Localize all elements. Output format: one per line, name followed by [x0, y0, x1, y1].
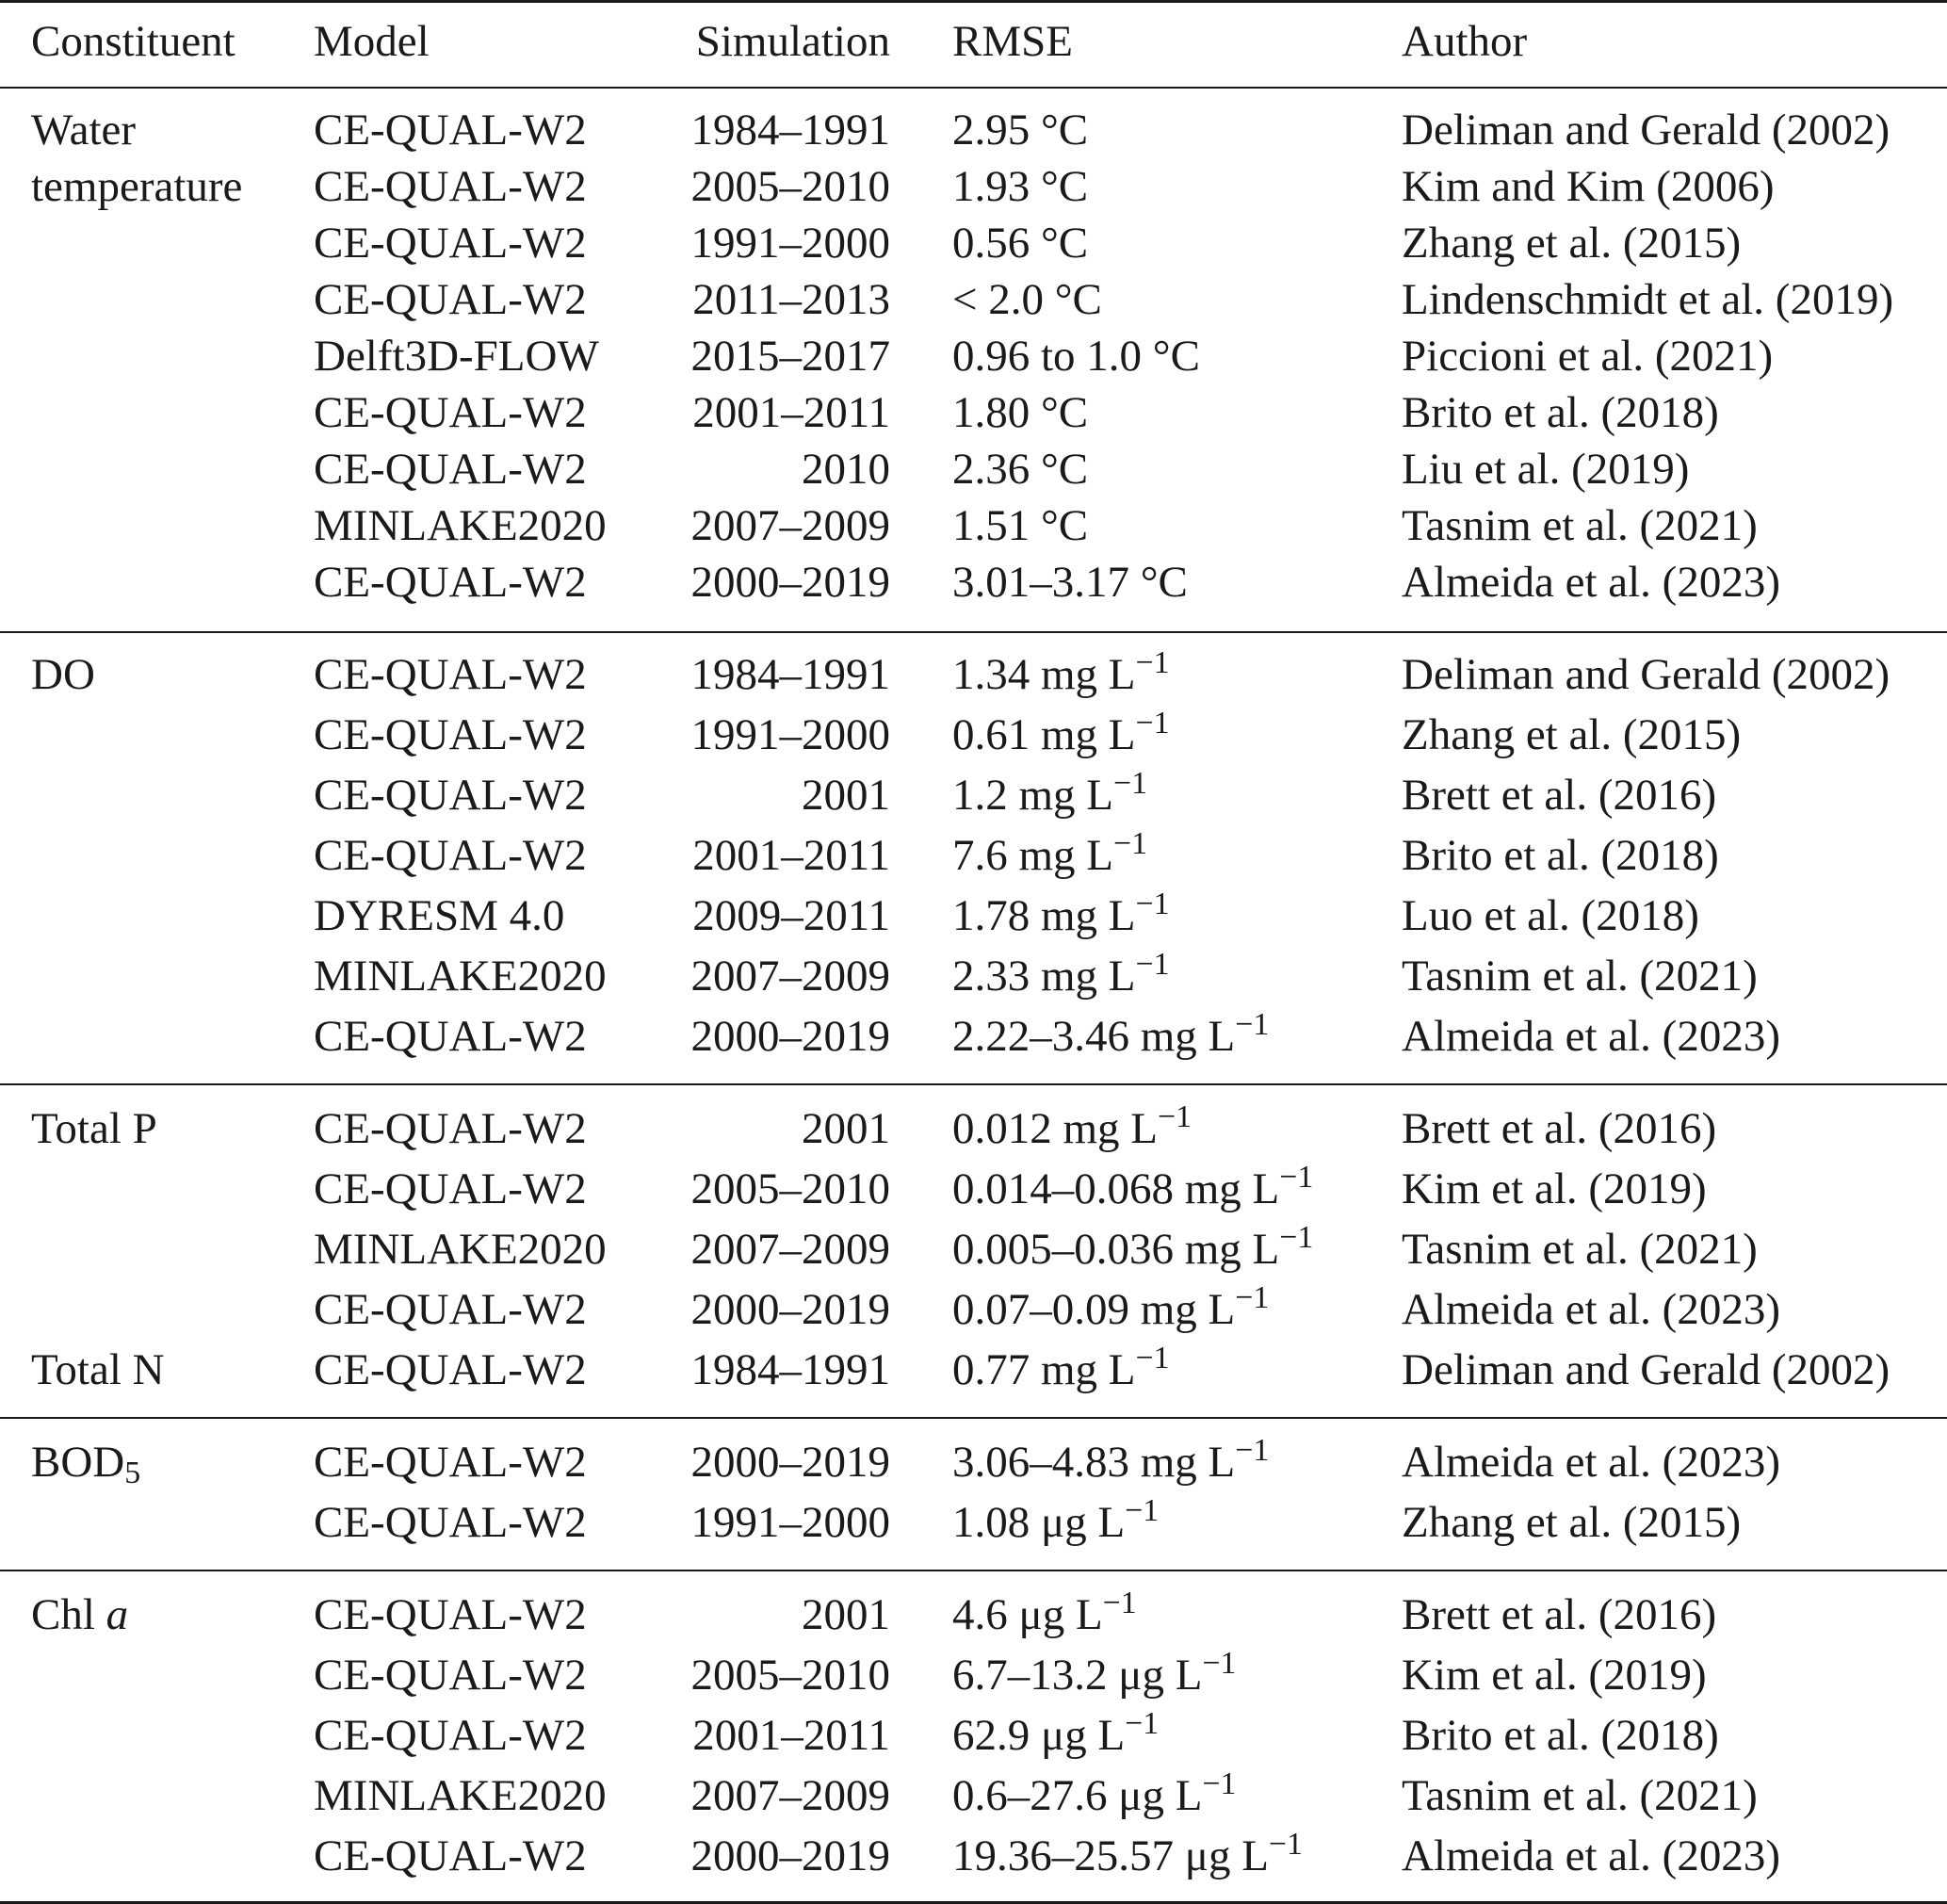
author-cell: Kim et al. (2019) [1402, 1164, 1707, 1213]
simulation-cell: 2007–2009 [690, 1771, 890, 1820]
simulation-cell: 1991–2000 [690, 219, 890, 268]
rmse-cell: 0.61 mg $L^{-1}$ [952, 706, 1170, 759]
author-cell: Brett et al. (2016) [1402, 1590, 1717, 1639]
simulation-cell: 1991–2000 [690, 710, 890, 759]
simulation-cell: 2010 [802, 445, 890, 494]
simulation-cell: 2001–2011 [692, 1711, 890, 1760]
header-rmse: RMSE [952, 17, 1073, 66]
table-rule [0, 1083, 1947, 1085]
model-cell: Delft3D-FLOW [314, 332, 599, 381]
table-rule [0, 87, 1947, 89]
rmse-cell: 0.005–0.036 mg $L^{-1}$ [952, 1220, 1314, 1274]
model-cell: CE-QUAL-W2 [314, 1285, 587, 1334]
rmse-cell: 2.33 mg $L^{-1}$ [952, 947, 1170, 1001]
model-cell: CE-QUAL-W2 [314, 1498, 587, 1547]
author-cell: Almeida et al. (2023) [1402, 1012, 1780, 1061]
model-cell: CE-QUAL-W2 [314, 1104, 587, 1153]
author-cell: Brett et al. (2016) [1402, 771, 1717, 820]
rmse-cell: 1.08 μg $L^{-1}$ [952, 1493, 1160, 1547]
rmse-cell: 2.95 °C [952, 106, 1089, 155]
rmse-cell: 1.93 °C [952, 162, 1089, 211]
author-cell: Almeida et al. (2023) [1402, 558, 1780, 607]
header-author: Author [1402, 17, 1528, 66]
rmse-cell: 1.34 mg $L^{-1}$ [952, 645, 1170, 699]
rmse-cell: 2.36 °C [952, 445, 1089, 494]
constituent-label: Total P [31, 1104, 157, 1153]
author-cell: Tasnim et al. (2021) [1402, 1771, 1758, 1820]
author-cell: Kim et al. (2019) [1402, 1651, 1707, 1700]
table-rule [0, 631, 1947, 633]
simulation-cell: 2001 [802, 1590, 890, 1639]
rmse-cell: 3.01–3.17 °C [952, 558, 1188, 607]
author-cell: Almeida et al. (2023) [1402, 1285, 1780, 1334]
rmse-cell: 4.6 μg $L^{-1}$ [952, 1586, 1137, 1639]
rmse-cell: 3.06–4.83 mg $L^{-1}$ [952, 1433, 1270, 1487]
model-cell: CE-QUAL-W2 [314, 1651, 587, 1700]
author-cell: Kim and Kim (2006) [1402, 162, 1775, 211]
author-cell: Piccioni et al. (2021) [1402, 332, 1774, 381]
simulation-cell: 2007–2009 [690, 1225, 890, 1274]
author-cell: Zhang et al. (2015) [1402, 710, 1742, 759]
simulation-cell: 2005–2010 [690, 1164, 890, 1213]
author-cell: Brito et al. (2018) [1402, 388, 1719, 437]
model-cell: CE-QUAL-W2 [314, 558, 587, 607]
simulation-cell: 2007–2009 [690, 952, 890, 1001]
header-simulation: Simulation [695, 17, 890, 66]
author-cell: Deliman and Gerald (2002) [1402, 1345, 1890, 1394]
simulation-cell: 2000–2019 [690, 1012, 890, 1061]
model-cell: MINLAKE2020 [314, 501, 607, 550]
simulation-cell: 1984–1991 [690, 106, 890, 155]
rmse-cell: 0.77 mg $L^{-1}$ [952, 1341, 1170, 1394]
rmse-cell: 1.2 mg $L^{-1}$ [952, 766, 1148, 820]
constituent-label: temperature [31, 162, 243, 211]
simulation-cell: 2000–2019 [690, 558, 890, 607]
model-cell: CE-QUAL-W2 [314, 650, 587, 699]
author-cell: Brito et al. (2018) [1402, 1711, 1719, 1760]
constituent-label: $BOD_5$ [31, 1438, 141, 1491]
simulation-cell: 2001–2011 [692, 388, 890, 437]
rmse-cell: 1.78 mg $L^{-1}$ [952, 887, 1170, 940]
constituent-label: Chl a [31, 1590, 129, 1639]
author-cell: Brett et al. (2016) [1402, 1104, 1717, 1153]
model-cell: CE-QUAL-W2 [314, 1711, 587, 1760]
model-cell: CE-QUAL-W2 [314, 1831, 587, 1880]
rmse-cell: 0.012 mg $L^{-1}$ [952, 1099, 1193, 1153]
simulation-cell: 2001 [802, 1104, 890, 1153]
model-cell: CE-QUAL-W2 [314, 1590, 587, 1639]
table-rule [0, 1417, 1947, 1419]
constituent-label: Water [31, 106, 137, 155]
model-cell: DYRESM 4.0 [314, 891, 565, 940]
author-cell: Deliman and Gerald (2002) [1402, 650, 1890, 699]
rmse-cell: 0.07–0.09 mg $L^{-1}$ [952, 1280, 1270, 1334]
author-cell: Lindenschmidt et al. (2019) [1402, 275, 1894, 324]
rmse-cell: 0.56 °C [952, 219, 1089, 268]
constituent-label: Total N [31, 1345, 165, 1394]
model-cell: CE-QUAL-W2 [314, 1438, 587, 1487]
rmse-cell: 1.51 °C [952, 501, 1089, 550]
model-cell: MINLAKE2020 [314, 1225, 607, 1274]
simulation-cell: 2005–2010 [690, 162, 890, 211]
simulation-cell: 1984–1991 [690, 650, 890, 699]
model-cell: CE-QUAL-W2 [314, 219, 587, 268]
author-cell: Liu et al. (2019) [1402, 445, 1690, 494]
simulation-cell: 1984–1991 [690, 1345, 890, 1394]
simulation-cell: 2015–2017 [690, 332, 890, 381]
author-cell: Tasnim et al. (2021) [1402, 501, 1758, 550]
simulation-cell: 2011–2013 [692, 275, 890, 324]
simulation-cell: 2000–2019 [690, 1831, 890, 1880]
simulation-cell: 2000–2019 [690, 1285, 890, 1334]
model-cell: CE-QUAL-W2 [314, 1164, 587, 1213]
model-cell: CE-QUAL-W2 [314, 710, 587, 759]
rmse-cell: < 2.0 °C [952, 275, 1102, 324]
model-cell: CE-QUAL-W2 [314, 106, 587, 155]
simulation-cell: 2000–2019 [690, 1438, 890, 1487]
model-cell: CE-QUAL-W2 [314, 771, 587, 820]
constituent-label: DO [31, 650, 95, 699]
rmse-cell: 7.6 mg $L^{-1}$ [952, 826, 1148, 880]
header-model: Model [314, 17, 430, 66]
model-cell: CE-QUAL-W2 [314, 445, 587, 494]
rmse-cell: 0.014–0.068 mg $L^{-1}$ [952, 1160, 1314, 1213]
simulation-cell: 2007–2009 [690, 501, 890, 550]
rmse-cell: 6.7–13.2 μg $L^{-1}$ [952, 1646, 1237, 1700]
author-cell: Almeida et al. (2023) [1402, 1438, 1780, 1487]
simulation-cell: 2001–2011 [692, 831, 890, 880]
author-cell: Zhang et al. (2015) [1402, 1498, 1742, 1547]
rmse-cell: 0.96 to 1.0 °C [952, 332, 1200, 381]
author-cell: Deliman and Gerald (2002) [1402, 106, 1890, 155]
simulation-cell: 2009–2011 [692, 891, 890, 940]
model-cell: CE-QUAL-W2 [314, 162, 587, 211]
author-cell: Brito et al. (2018) [1402, 831, 1719, 880]
header-constituent: Constituent [31, 17, 235, 66]
rmse-cell: 19.36–25.57 μg $L^{-1}$ [952, 1827, 1303, 1880]
model-cell: MINLAKE2020 [314, 1771, 607, 1820]
model-cell: CE-QUAL-W2 [314, 275, 587, 324]
rmse-cell: 62.9 μg $L^{-1}$ [952, 1706, 1160, 1760]
author-cell: Luo et al. (2018) [1402, 891, 1699, 940]
author-cell: Zhang et al. (2015) [1402, 219, 1742, 268]
model-cell: CE-QUAL-W2 [314, 1012, 587, 1061]
model-cell: CE-QUAL-W2 [314, 388, 587, 437]
author-cell: Tasnim et al. (2021) [1402, 952, 1758, 1001]
rmse-cell: 0.6–27.6 μg $L^{-1}$ [952, 1766, 1237, 1820]
rmse-cell: 2.22–3.46 mg $L^{-1}$ [952, 1007, 1270, 1061]
model-cell: CE-QUAL-W2 [314, 1345, 587, 1394]
model-cell: MINLAKE2020 [314, 952, 607, 1001]
author-cell: Almeida et al. (2023) [1402, 1831, 1780, 1880]
simulation-cell: 1991–2000 [690, 1498, 890, 1547]
table-rule [0, 0, 1947, 3]
table-rule [0, 1570, 1947, 1571]
simulation-cell: 2005–2010 [690, 1651, 890, 1700]
author-cell: Tasnim et al. (2021) [1402, 1225, 1758, 1274]
model-cell: CE-QUAL-W2 [314, 831, 587, 880]
simulation-cell: 2001 [802, 771, 890, 820]
rmse-cell: 1.80 °C [952, 388, 1089, 437]
